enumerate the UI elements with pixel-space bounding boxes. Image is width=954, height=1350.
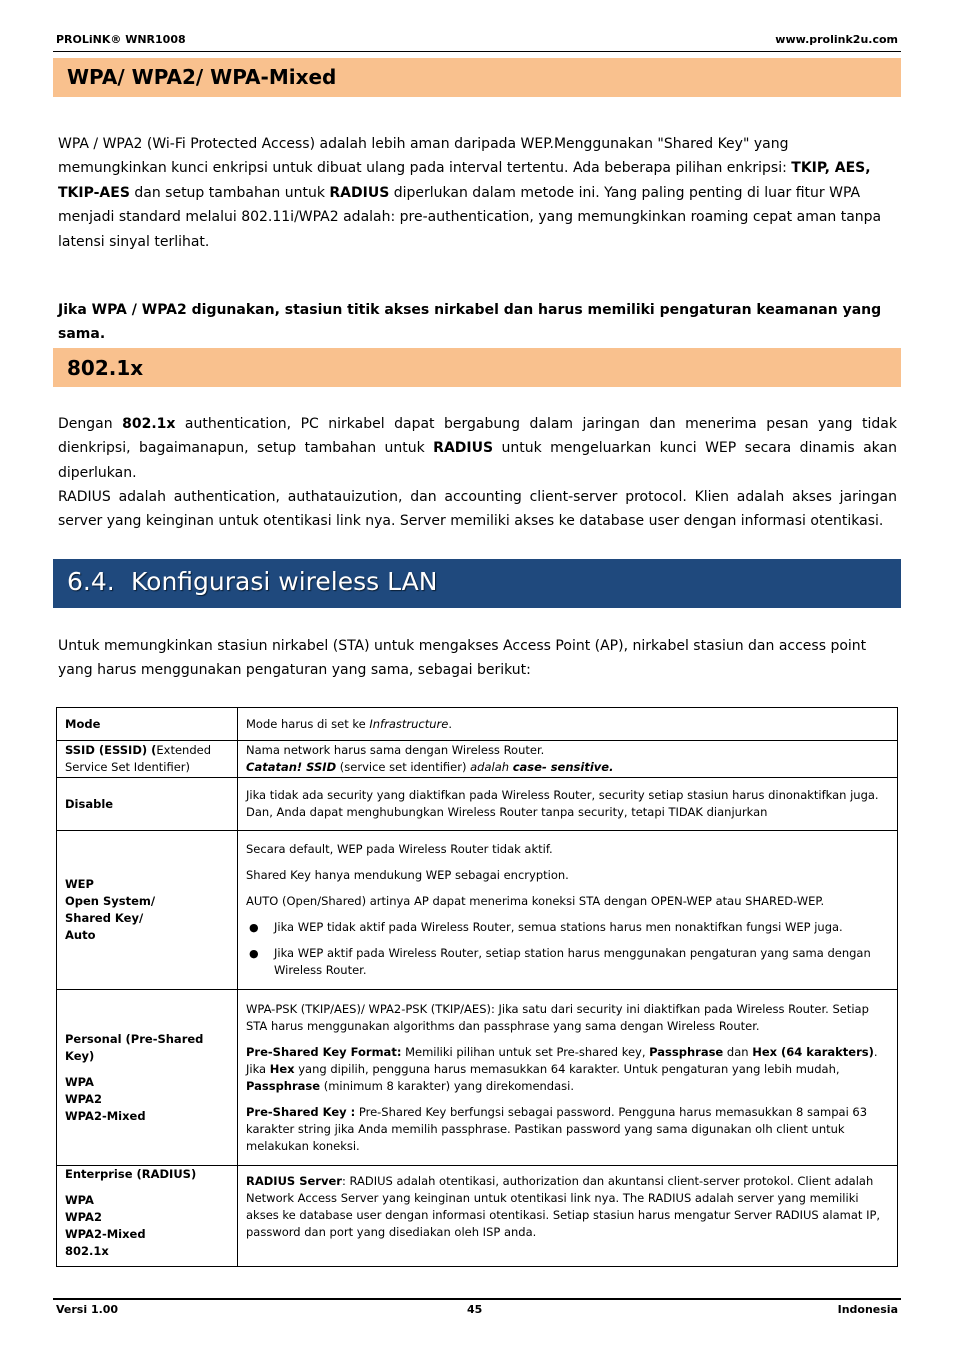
wpa-description xyxy=(58,132,897,254)
personal-key-line: Personal (Pre-Shared Key) xyxy=(65,1031,204,1063)
psk-format-bold: Passphrase xyxy=(649,1044,724,1059)
8021x-description xyxy=(58,412,897,485)
wpa-text: WPA / WPA2 (Wi-Fi Protected Access) adalah lebih aman daripada WEP.Menggunakan "Shared Key" yang memungkinkan kunci enkripsi untuk dibuat ulang pada interval tertentu. Ada beberapa pilihan enkripsi: xyxy=(58,136,792,177)
psk-format-label: Pre-Shared Key Format: xyxy=(246,1044,402,1059)
table-row xyxy=(57,708,898,741)
psk-format-text: (minimum 8 karakter) yang direkomendasi. xyxy=(320,1078,574,1093)
settings-table xyxy=(56,707,898,1267)
ssid-note-case: case- sensitive. xyxy=(512,760,614,774)
ssid-note-text: adalah xyxy=(470,760,510,774)
enterprise-key-line: 802.1x xyxy=(65,1244,109,1258)
table-row xyxy=(57,831,898,990)
table-row xyxy=(57,1166,898,1267)
chapter-title: Konfigurasi wireless LAN xyxy=(131,567,438,596)
enterprise-key-line: Enterprise (RADIUS) xyxy=(65,1167,197,1181)
table-row xyxy=(57,778,898,831)
enterprise-key-line: WPA2-Mixed xyxy=(65,1227,146,1241)
wep-key-line: Shared Key/ xyxy=(65,911,144,925)
8021x-radius: RADIUS xyxy=(433,440,494,457)
psk-format-text: . Jika xyxy=(246,1044,878,1076)
row-value-disable: Jika tidak ada security yang diaktifkan pada Wireless Router, security setiap stasiun harus dinonaktifkan juga. Dan, Anda dapat menghubungkan Wireless Router tanpa security, tetapi TIDAK dianjurkan xyxy=(238,778,898,831)
row-value-ssid xyxy=(238,741,898,778)
section-title-8021x: 802.1x xyxy=(67,356,144,380)
row-label-mode: Mode xyxy=(57,708,238,741)
radius-description: RADIUS adalah authentication, authatauizution, dan accounting client-server protocol. Klien adalah akses jaringan server yang keinginan untuk otentikasi link nya. Server memiliki akses ke database user dengan informasi otentikasi. xyxy=(58,489,897,530)
row-label-ssid xyxy=(57,741,238,778)
psk-format-bold: Hex xyxy=(269,1061,295,1076)
row-label-personal xyxy=(57,990,238,1166)
wep-key-line: WEP xyxy=(65,877,94,891)
header-divider xyxy=(53,51,901,52)
ssid-key: SSID (ESSID) ( xyxy=(65,743,157,757)
header-product: PROLiNK® WNR1008 xyxy=(56,33,186,46)
8021x-text: authentication, PC nirkabel dapat bergabung dalam jaringan dan menerima pesan yang tidak dienkripsi, bagaimanapun, setup tambahan untuk xyxy=(58,416,897,457)
psk-format-text: yang dipilih, pengguna harus memasukkan 64 karakter. Untuk pengaturan yang lebih mudah, xyxy=(294,1061,840,1076)
psk-format-text: Memiliki pilihan untuk set Pre-shared key, xyxy=(401,1044,650,1059)
enterprise-key-line: WPA xyxy=(65,1193,94,1207)
psk-key xyxy=(246,1104,889,1155)
ssid-note xyxy=(246,759,889,776)
8021x-term: 802.1x xyxy=(122,416,176,432)
row-label-wep xyxy=(57,831,238,990)
personal-text: WPA-PSK (TKIP/AES)/ WPA2-PSK (TKIP/AES): Jika satu dari security ini diaktifkan pada Wireless Router. Setiap STA harus menggunakan algorithms dan passphrase yang sama dengan Wireless Router. xyxy=(246,1001,869,1033)
row-label-enterprise xyxy=(57,1166,238,1267)
wpa-text: dan setup tambahan untuk xyxy=(129,184,330,201)
row-value-enterprise xyxy=(238,1166,898,1267)
personal-key-line: WPA xyxy=(65,1074,94,1089)
wep-bullet-text: Jika WEP aktif pada Wireless Router, setiap station harus menggunakan pengaturan yang sama dengan Wireless Router. xyxy=(274,946,871,977)
radius-server-text: : RADIUS adalah otentikasi, authorization dan akuntansi client-server protokol. Client adalah Network Access Server yang keinginan untuk otentikasi link nya. The RADIUS adalah server yang memiliki akses ke database user dengan informasi otentikasi. Setiap stasiun harus mengatur Server RADIUS alamat IP, password dan port yang disediakan oleh ISP anda. xyxy=(246,1174,881,1239)
psk-key-label: Pre-Shared Key : xyxy=(246,1104,356,1119)
mode-text: Mode harus di set ke xyxy=(246,716,370,731)
psk-key-text: Pre-Shared Key berfungsi sebagai password. Pengguna harus memasukkan 8 sampai 63 karakter string jika Anda memilih passphrase. Pastikan password yang sama digunakan olh client untuk melakukan koneksi. xyxy=(246,1104,868,1153)
row-value-wep xyxy=(238,831,898,990)
wep-bullet xyxy=(246,919,889,936)
ssid-text: Nama network harus sama dengan Wireless Router. xyxy=(246,743,545,757)
wpa-encryption-options: TKIP, AES, TKIP-AES xyxy=(58,160,871,201)
footer-language: Indonesia xyxy=(837,1303,898,1316)
chapter-intro: Untuk memungkinkan stasiun nirkabel (STA) untuk mengakses Access Point (AP), nirkabel stasiun dan access point yang harus menggunakan pengaturan yang sama, sebagai berikut: xyxy=(58,638,867,679)
radius-server-label: RADIUS Server xyxy=(246,1174,342,1188)
wep-bullet-text: Jika WEP tidak aktif pada Wireless Router, semua stations harus men nonaktifkan fungsi WEP juga. xyxy=(274,920,843,934)
chapter-number: 6.4. xyxy=(67,567,115,596)
wep-text: AUTO (Open/Shared) artinya AP dapat menerima koneksi STA dengan OPEN-WEP atau SHARED-WEP. xyxy=(246,894,825,908)
section-heading-wpa xyxy=(53,58,901,97)
wpa-radius: RADIUS xyxy=(329,184,390,201)
ssid-note-text: (service set identifier) xyxy=(336,760,471,774)
row-value-mode xyxy=(238,708,898,741)
section-title-wpa: WPA/ WPA2/ WPA-Mixed xyxy=(67,65,337,89)
mode-text: . xyxy=(448,716,452,731)
wpa-note: Jika WPA / WPA2 digunakan, stasiun titik akses nirkabel dan harus memiliki pengaturan keamanan yang sama. xyxy=(58,302,882,343)
wpa-text: diperlukan dalam metode ini. Yang paling penting di luar fitur WPA menjadi standard melalui 802.11i/WPA2 adalah: pre-authentication, yang memungkinkan roaming cepat aman tanpa latensi sinyal terlihat. xyxy=(58,184,882,250)
psk-format-bold: Hex (64 karakters) xyxy=(752,1044,874,1059)
8021x-text: untuk mengeluarkan kunci WEP secara dinamis akan diperlukan. xyxy=(58,440,897,481)
chapter-heading xyxy=(53,559,901,608)
row-value-personal xyxy=(238,990,898,1166)
table-row xyxy=(57,741,898,778)
wep-key-line: Auto xyxy=(65,928,96,942)
table-row xyxy=(57,990,898,1166)
header-website: www.prolink2u.com xyxy=(775,33,898,46)
bullet-icon: ● xyxy=(249,947,259,960)
footer-divider xyxy=(53,1298,901,1300)
ssid-note-label: Catatan! SSID xyxy=(246,760,337,774)
psk-format-text: dan xyxy=(723,1044,753,1059)
page-number: 45 xyxy=(467,1303,483,1316)
psk-format-bold: Passphrase xyxy=(246,1078,321,1093)
mode-infrastructure: Infrastructure xyxy=(369,716,449,731)
enterprise-key-line: WPA2 xyxy=(65,1210,102,1224)
psk-format xyxy=(246,1044,889,1095)
row-label-disable: Disable xyxy=(57,778,238,831)
section-heading-8021x xyxy=(53,348,901,387)
personal-key-line: WPA2-Mixed xyxy=(65,1108,146,1123)
wep-text: Shared Key hanya mendukung WEP sebagai encryption. xyxy=(246,868,569,882)
personal-key-line: WPA2 xyxy=(65,1091,102,1106)
wep-bullet xyxy=(246,945,889,979)
bullet-icon: ● xyxy=(249,921,259,934)
footer-version: Versi 1.00 xyxy=(56,1303,119,1316)
wep-key-line: Open System/ xyxy=(65,894,156,908)
wep-text: Secara default, WEP pada Wireless Router tidak aktif. xyxy=(246,842,553,856)
ssid-key-expansion: Extended Service Set Identifier) xyxy=(65,743,212,774)
8021x-text: Dengan xyxy=(58,416,123,432)
